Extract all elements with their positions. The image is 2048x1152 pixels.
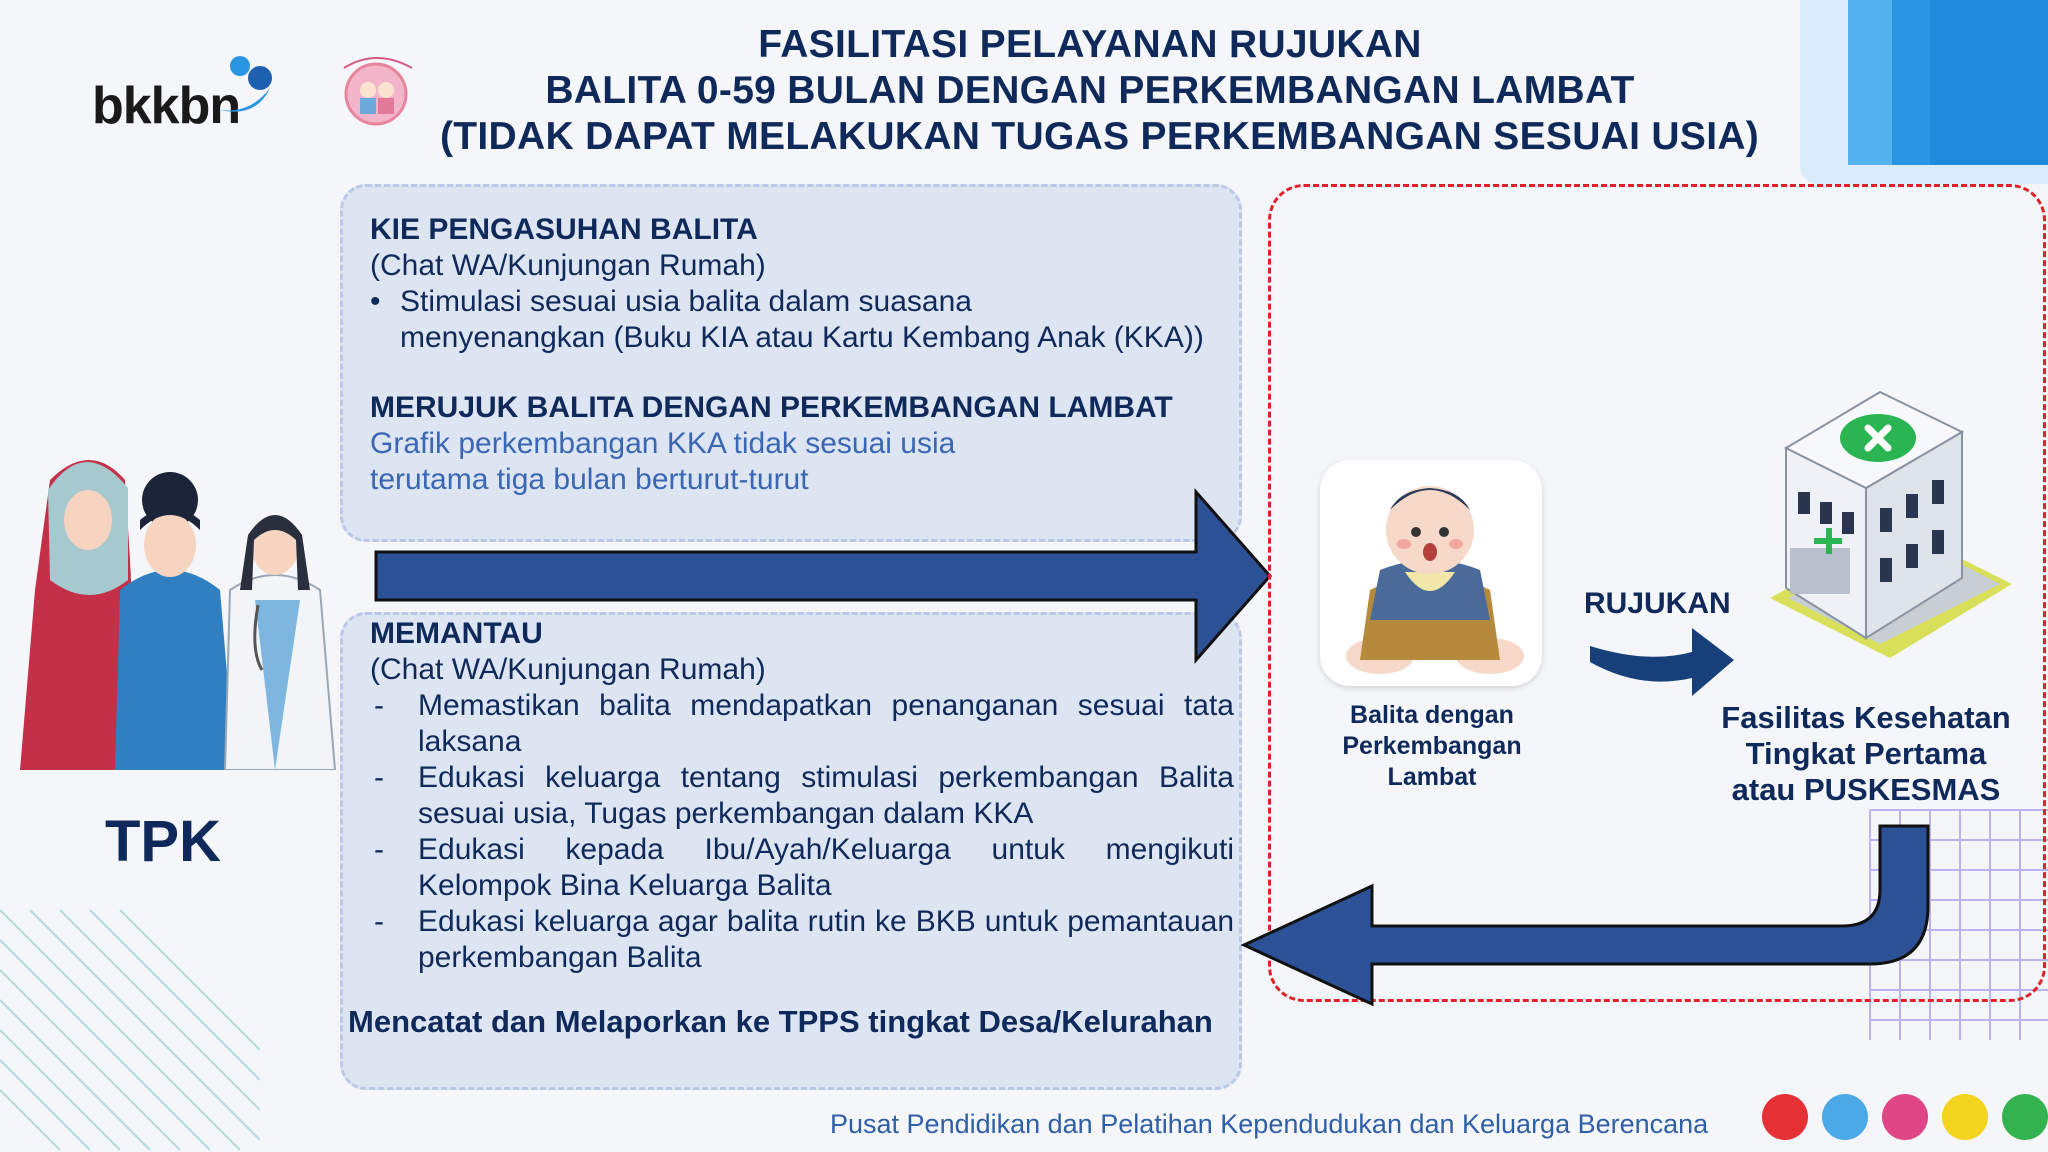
title-line-2: BALITA 0-59 BULAN DENGAN PERKEMBANGAN LAMBAT (545, 69, 1635, 112)
kie-bullet-line-1: Stimulasi sesuai usia balita dalam suasana (400, 285, 972, 318)
hospital-building-icon (1730, 388, 2020, 688)
kie-heading: KIE PENGASUHAN BALITA (370, 213, 758, 246)
memantau-footer-text: Mencatat dan Melaporkan ke TPPS tingkat Desa/Kelurahan (348, 1004, 1213, 1039)
facility-caption-line-1: Fasilitas Kesehatan (1721, 700, 2011, 735)
memantau-heading: MEMANTAU (370, 617, 543, 650)
baby-caption-line-3: Lambat (1387, 763, 1477, 791)
rujukan-label: RUJUKAN (1584, 587, 1731, 620)
baby-caption-line-1: Balita dengan (1350, 701, 1514, 729)
title-line-1: FASILITASI PELAYANAN RUJUKAN (758, 23, 1422, 66)
merujuk-note-line-2: terutama tiga bulan berturut-turut (370, 463, 809, 496)
kie-bullet (370, 284, 1220, 356)
baby-caption-line-2: Perkembangan (1342, 732, 1522, 760)
merujuk-heading: MERUJUK BALITA DENGAN PERKEMBANGAN LAMBAT (370, 391, 1173, 424)
list-item: - Memastikan balita mendapatkan penanganan sesuai tata laksana (370, 688, 1234, 760)
list-item: - Edukasi keluarga tentang stimulasi perkembangan Balita sesuai usia, Tugas perkembangan dalam KKA (370, 760, 1234, 832)
list-item: - Edukasi keluarga agar balita rutin ke BKB untuk pemantauan perkembangan Balita (370, 904, 1234, 976)
memantau-list (370, 688, 1234, 976)
kie-box-content (370, 212, 1220, 498)
tpk-label: TPK (105, 809, 221, 874)
corner-decoration (1800, 0, 2048, 184)
merujuk-note-line-1: Grafik perkembangan KKA tidak sesuai usia (370, 427, 956, 460)
heart-hands-icon (1882, 1094, 1928, 1140)
return-arrow-icon (1236, 820, 1936, 1060)
crying-baby-icon (1320, 460, 1542, 686)
bkkbn-logo-mark (210, 52, 290, 122)
kie-bullet-line-2: menyenangkan (Buku KIA atau Kartu Kembang Anak (KKA)) (400, 321, 1204, 354)
baby-caption (1312, 700, 1552, 793)
bullet-dot: • (370, 285, 381, 318)
chat-icon (1822, 1094, 1868, 1140)
footer-text: Pusat Pendidikan dan Pelatihan Kependudukan dan Keluarga Berencana (830, 1109, 1709, 1139)
kie-subheading: (Chat WA/Kunjungan Rumah) (370, 249, 766, 282)
page-title (440, 22, 1760, 160)
list-item: - Edukasi kepada Ibu/Ayah/Keluarga untuk mengikuti Kelompok Bina Keluarga Balita (370, 832, 1234, 904)
diagonal-lines-decoration (0, 900, 260, 1152)
memantau-box-content (370, 616, 1234, 976)
value-icons (1762, 1094, 2048, 1144)
memantau-subheading: (Chat WA/Kunjungan Rumah) (370, 653, 766, 686)
plus-heart-icon (2002, 1094, 2048, 1140)
lightbulb-icon (1942, 1094, 1988, 1140)
bkkbn-logo: bkkbn (92, 77, 241, 135)
facility-caption-line-2: Tingkat Pertama (1745, 736, 1987, 771)
title-line-3: (TIDAK DAPAT MELAKUKAN TUGAS PERKEMBANGAN SESUAI USIA) (440, 115, 1760, 158)
curved-arrow-icon (1588, 620, 1738, 700)
right-arrow-icon (372, 486, 1276, 666)
program-badge-icon (336, 52, 426, 132)
thumbs-up-icon (1762, 1094, 1808, 1140)
facility-caption-line-3: atau PUSKESMAS (1731, 772, 2001, 807)
facility-caption (1696, 700, 2036, 808)
tpk-team-illustration (10, 440, 350, 770)
